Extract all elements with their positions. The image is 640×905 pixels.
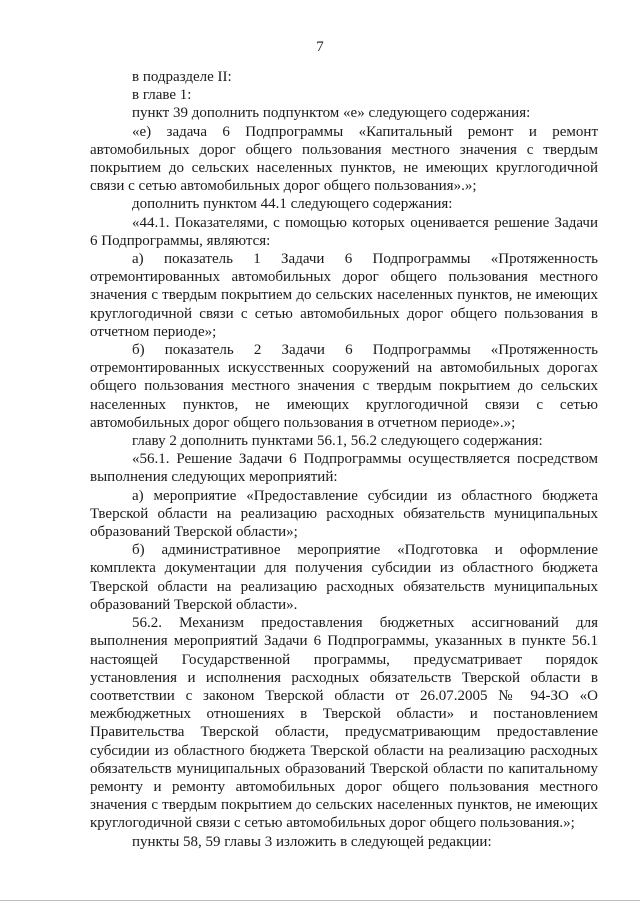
paragraph: б) административное мероприятие «Подготовка и оформление комплекта документации для получения субсидии из областного бюджета Тверской области на реализацию расходных обязательств муниципальных образований Тверской области». (90, 542, 598, 613)
paragraph: в главе 1: (132, 87, 192, 104)
paragraph: пункты 58, 59 главы 3 изложить в следующей редакции: (132, 833, 492, 850)
paragraph: «44.1. Показателями, с помощью которых оценивается решение Задачи 6 Подпрограммы, являются: (90, 214, 598, 249)
paragraph: а) показатель 1 Задачи 6 Подпрограммы «Протяженность отремонтированных автомобильных дорог общего пользования местного значения с твердым покрытием до сельских населенных пунктов, не имеющих круглогодичной связи с сетью автомобильных дорог общего пользования в отчетном периоде»; (90, 251, 598, 340)
paragraph: «е) задача 6 Подпрограммы «Капитальный ремонт и ремонт автомобильных дорог общего пользования местного значения с твердым покрытием до сельских населенных пунктов, не имеющих круглогодичной связи с сетью автомобильных дорог общего пользования».»; (90, 123, 598, 195)
paragraph: «56.1. Решение Задачи 6 Подпрограммы осуществляется посредством выполнения следующих мероприятий: (90, 451, 598, 486)
paragraph: а) мероприятие «Предоставление субсидии из областного бюджета Тверской области на реализацию расходных обязательств муниципальных образований Тверской области»; (90, 487, 598, 541)
scan-edge-line (0, 900, 640, 901)
paragraph: дополнить пунктом 44.1 следующего содержания: (132, 196, 453, 213)
page-number: 7 (316, 39, 324, 55)
paragraph: главу 2 дополнить пунктами 56.1, 56.2 следующего содержания: (132, 433, 543, 450)
paragraph: пункт 39 дополнить подпунктом «е» следующего содержания: (132, 105, 531, 122)
paragraph: 56.2. Механизм предоставления бюджетных ассигнований для выполнения мероприятий Задачи 6 Подпрограммы, указанных в пункте 56.1 настоящей Государственной программы, предусматривает порядок установления и исполнения расходных обязательств Тверской области в соответствии с законом Тверской области от 26.07.2005 № 94-ЗО «О межбюджетных отношениях в Тверской области» и постановлением Правительства Тверской области, предусматривающим предоставление субсидии из областного бюджета Тверской области на реализацию расходных обязательств муниципальных образований Тверской области по капитальному ремонту и ремонту автомобильных дорог общего пользования местного значения с твердым покрытием до сельских населенных пунктов, не имеющих круглогодичной связи с сетью автомобильных дорог общего пользования.»; (90, 615, 598, 832)
paragraph: б) показатель 2 Задачи 6 Подпрограммы «Протяженность отремонтированных искусственных сооружений на автомобильных дорогах общего пользования местного значения с твердым покрытием до сельских населенных пунктов, не имеющих круглогодичной связи с сетью автомобильных дорог общего пользования в отчетном периоде».»; (90, 342, 598, 431)
document-body (90, 68, 598, 851)
paragraph: в подразделе II: (132, 69, 232, 85)
